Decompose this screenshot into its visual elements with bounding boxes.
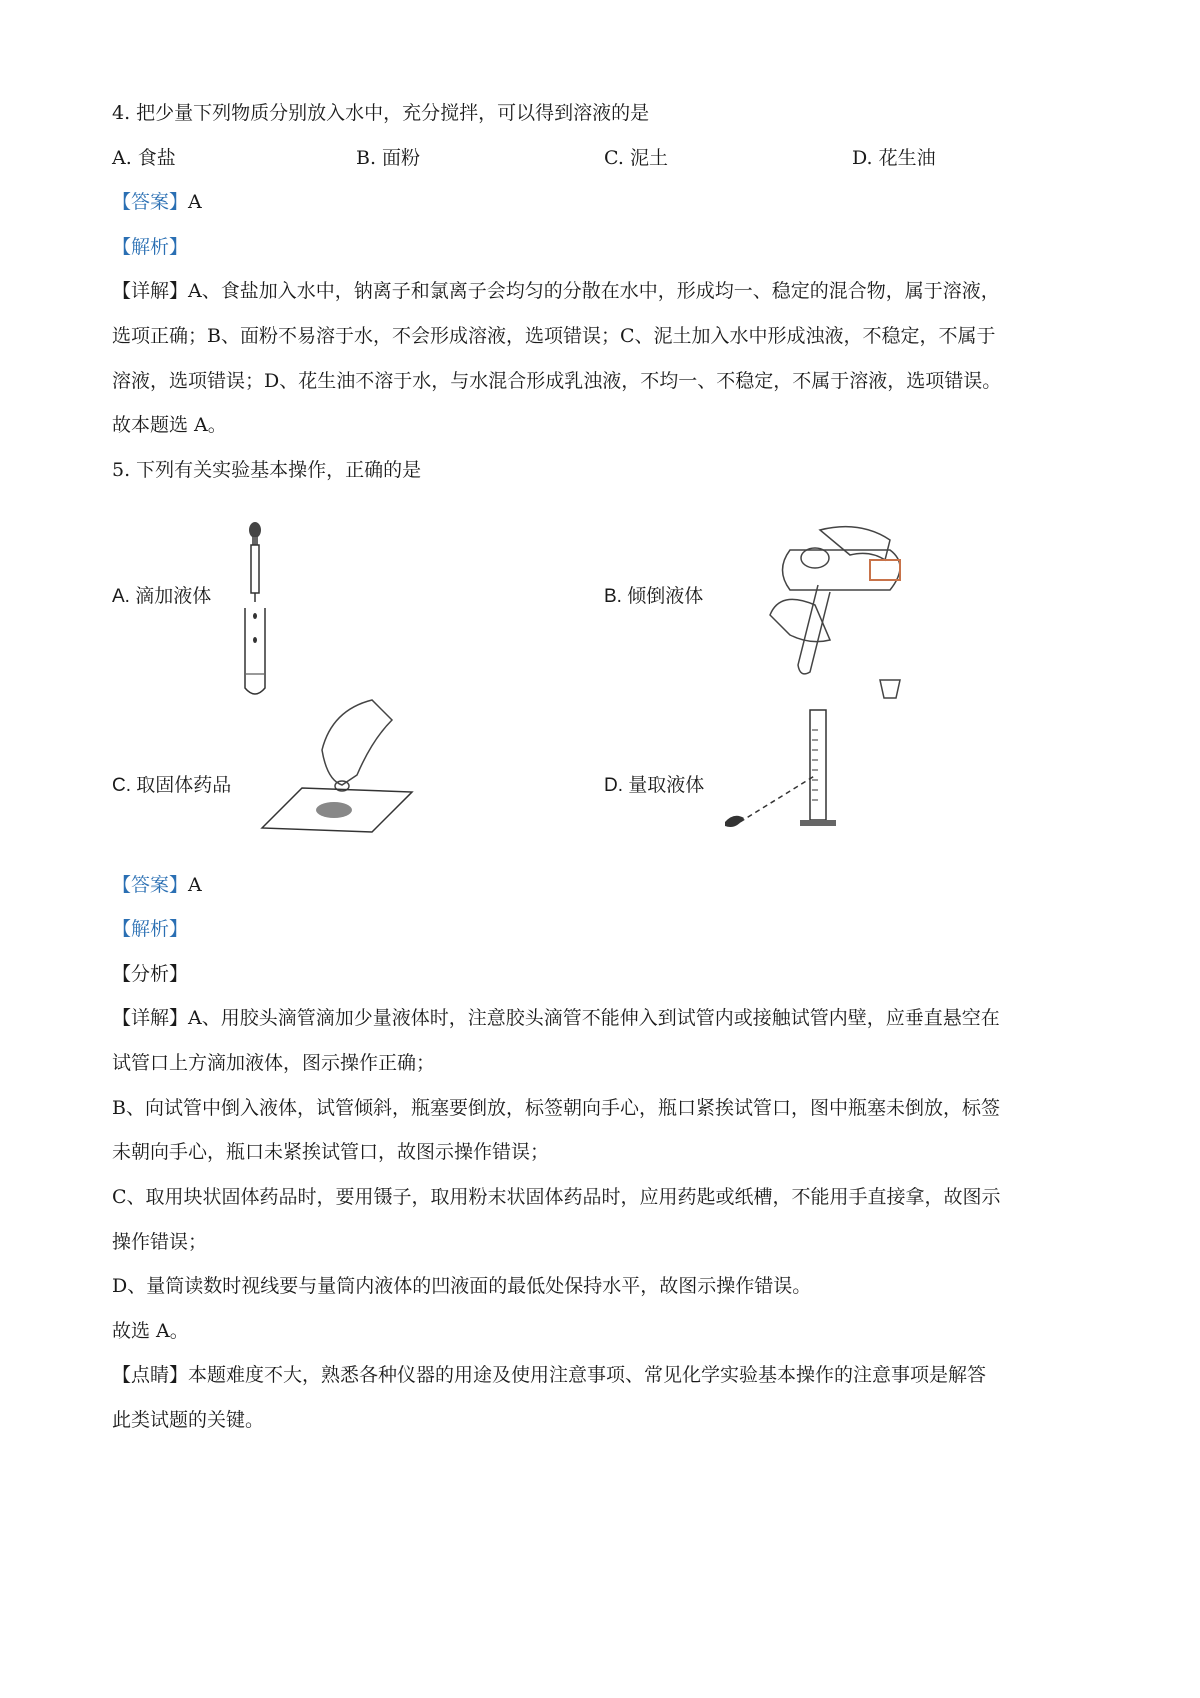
q4-detail-line-4: 故本题选 A。 (112, 414, 227, 436)
q4-option-a: A. 食盐 (112, 147, 176, 169)
measuring-cylinder-figure (720, 700, 880, 840)
q5-detail-line-9: 【点睛】本题难度不大，熟悉各种仪器的用途及使用注意事项、常见化学实验基本操作的注意事项是解答 (112, 1364, 987, 1386)
q4-detail-line-3: 溶液，选项错误；D、花生油不溶于水，与水混合形成乳浊液，不均一、不稳定，不属于溶液，选项错误。 (112, 370, 1002, 392)
q4-stem: 4. 把少量下列物质分别放入水中，充分搅拌，可以得到溶液的是 (112, 102, 650, 124)
q5-option-c-label: C. 取固体药品 (112, 775, 232, 796)
q5-detail-line-3: B、向试管中倒入液体，试管倾斜，瓶塞要倒放，标签朝向手心，瓶口紧挨试管口，图中瓶塞未倒放，标签 (112, 1097, 1000, 1119)
q5-detail-line-5: C、取用块状固体药品时，要用镊子，取用粉末状固体药品时，应用药匙或纸槽，不能用手直接拿，故图示 (112, 1186, 1001, 1208)
q5-option-b-label: B. 倾倒液体 (604, 586, 704, 607)
q4-answer-tag: 【答案】 (112, 191, 189, 213)
dropper-test-tube-figure (230, 520, 280, 720)
q5-option-d-label: D. 量取液体 (604, 775, 705, 796)
q4-detail-line-1: 【详解】A、食盐加入水中，钠离子和氯离子会均匀的分散在水中，形成均一、稳定的混合物，属于溶液， (112, 280, 1000, 302)
q5-stem: 5. 下列有关实验基本操作，正确的是 (112, 459, 422, 481)
q5-detail-line-2: 试管口上方滴加液体，图示操作正确； (112, 1052, 436, 1074)
q5-answer-tag: 【答案】 (112, 874, 189, 896)
q5-option-a-label: A. 滴加液体 (112, 586, 212, 607)
q4-answer-line (112, 187, 202, 214)
q4-analysis-tag: 【解析】 (112, 236, 189, 258)
q5-detail-line-7: D、量筒读数时视线要与量筒内液体的凹液面的最低处保持水平，故图示操作错误。 (112, 1275, 812, 1297)
q5-detail-line-1: 【详解】A、用胶头滴管滴加少量液体时，注意胶头滴管不能伸入到试管内或接触试管内壁，应垂直悬空在 (112, 1007, 1000, 1029)
q5-answer-value: A (188, 874, 202, 896)
q4-option-b: B. 面粉 (356, 147, 421, 169)
q4-option-d: D. 花生油 (852, 147, 936, 169)
q5-answer-line (112, 870, 202, 897)
q5-fenxi-tag: 【分析】 (112, 963, 189, 985)
q4-answer-value: A (188, 191, 202, 213)
q5-detail-line-6: 操作错误； (112, 1231, 208, 1253)
q4-detail-line-2: 选项正确；B、面粉不易溶于水，不会形成溶液，选项错误；C、泥土加入水中形成浊液，不稳定，不属于 (112, 325, 996, 347)
q5-detail-line-8: 故选 A。 (112, 1320, 189, 1342)
take-solid-figure (262, 700, 442, 840)
q5-analysis-tag: 【解析】 (112, 918, 189, 940)
q5-detail-line-10: 此类试题的关键。 (112, 1409, 265, 1431)
q5-detail-line-4: 未朝向手心，瓶口未紧挨试管口，故图示操作错误； (112, 1141, 550, 1163)
pouring-liquid-figure (720, 520, 940, 720)
q4-option-c: C. 泥土 (604, 147, 668, 169)
